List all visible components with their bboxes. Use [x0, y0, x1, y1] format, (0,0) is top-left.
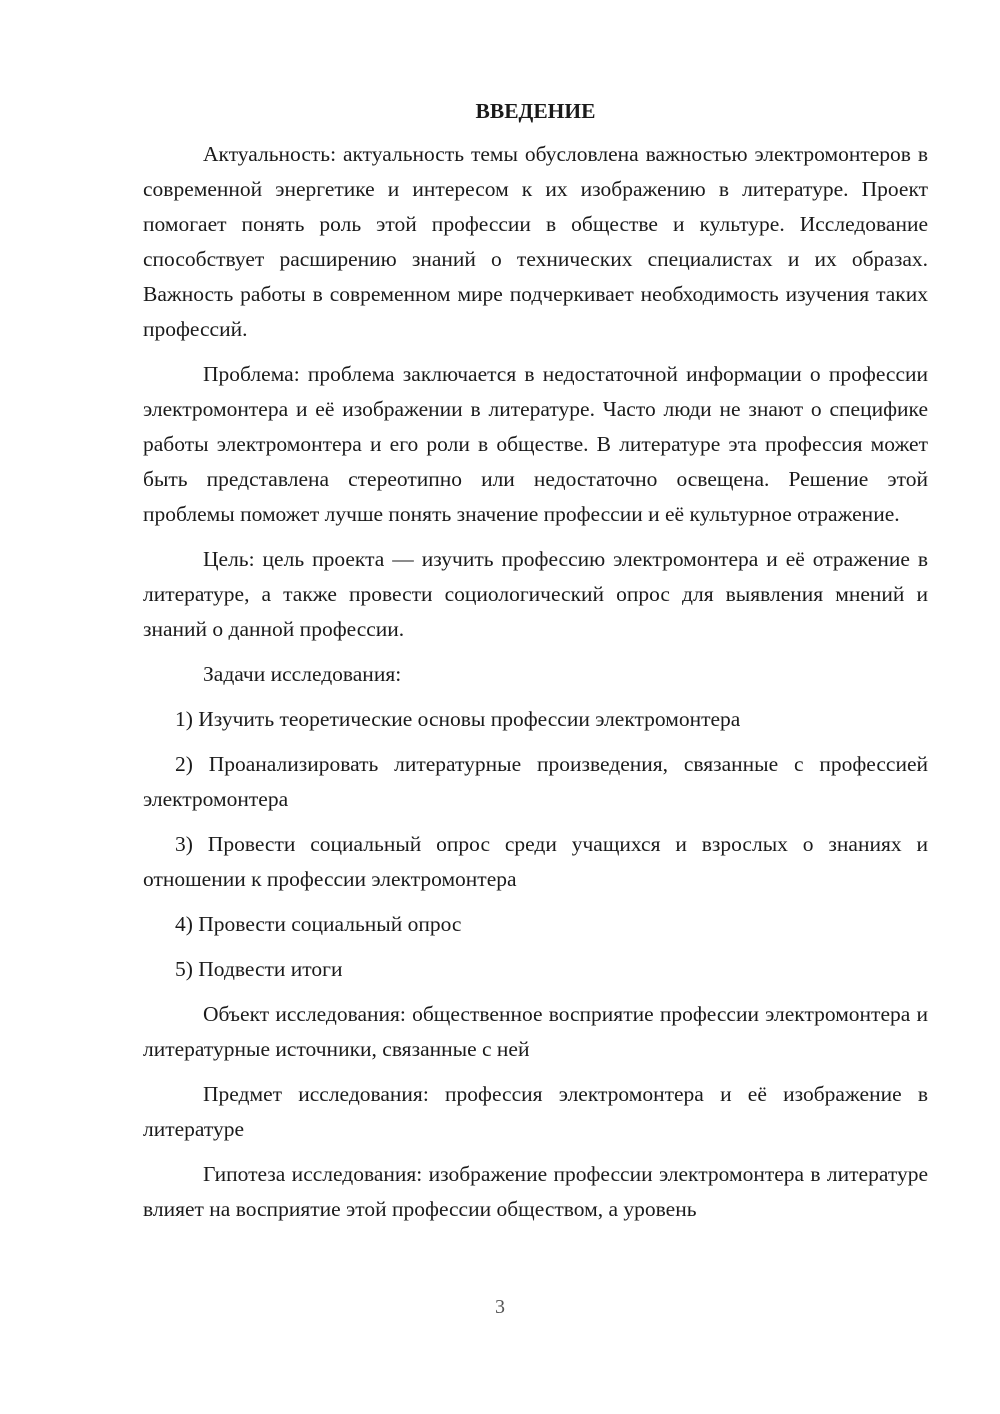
paragraph-hypothesis: Гипотеза исследования: изображение профессии электромонтера в литературе влияет на восприятие этой профессии обществом, а уровень — [143, 1162, 928, 1221]
list-item-task-3: 3) Провести социальный опрос среди учащихся и взрослых о знаниях и отношении к профессии электромонтера — [143, 832, 928, 891]
section-title: ВВЕДЕНИЕ — [475, 99, 596, 123]
page-number: 3 — [495, 1296, 505, 1318]
tasks-heading: Задачи исследования: — [203, 662, 402, 686]
paragraph-problem: Проблема: проблема заключается в недостаточной информации о профессии электромонтера и её изображении в литературе. Часто люди не знают о специфике работы электромонтера и его роли в обществе. В литературе эта профессия может быть представлена стереотипно или недостаточно освещена. Решение этой проблемы поможет лучше понять значение профессии и её культурное отражение. — [143, 362, 928, 526]
list-item-task-5: 5) Подвести итоги — [175, 957, 343, 981]
paragraph-goal: Цель: цель проекта — изучить профессию электромонтера и её отражение в литературе, а также провести социологический опрос для выявления мнений и знаний о данной профессии. — [143, 547, 928, 641]
paragraph-relevance: Актуальность: актуальность темы обусловлена важностью электромонтеров в современной энергетике и интересом к их изображению в литературе. Проект помогает понять роль этой профессии в обществе и культуре. Исследование способствует расширению знаний о технических специалистах и их образах. Важность работы в современном мире подчеркивает необходимость изучения таких профессий. — [143, 142, 928, 341]
paragraph-object: Объект исследования: общественное восприятие профессии электромонтера и литературные источники, связанные с ней — [143, 1002, 928, 1061]
list-item-task-2: 2) Проанализировать литературные произведения, связанные с профессией электромонтера — [143, 752, 928, 811]
paragraph-subject: Предмет исследования: профессия электромонтера и её изображение в литературе — [143, 1082, 928, 1141]
list-item-task-4: 4) Провести социальный опрос — [175, 912, 462, 936]
document-page — [143, 95, 928, 1237]
list-item-task-1: 1) Изучить теоретические основы профессии электромонтера — [175, 707, 741, 731]
